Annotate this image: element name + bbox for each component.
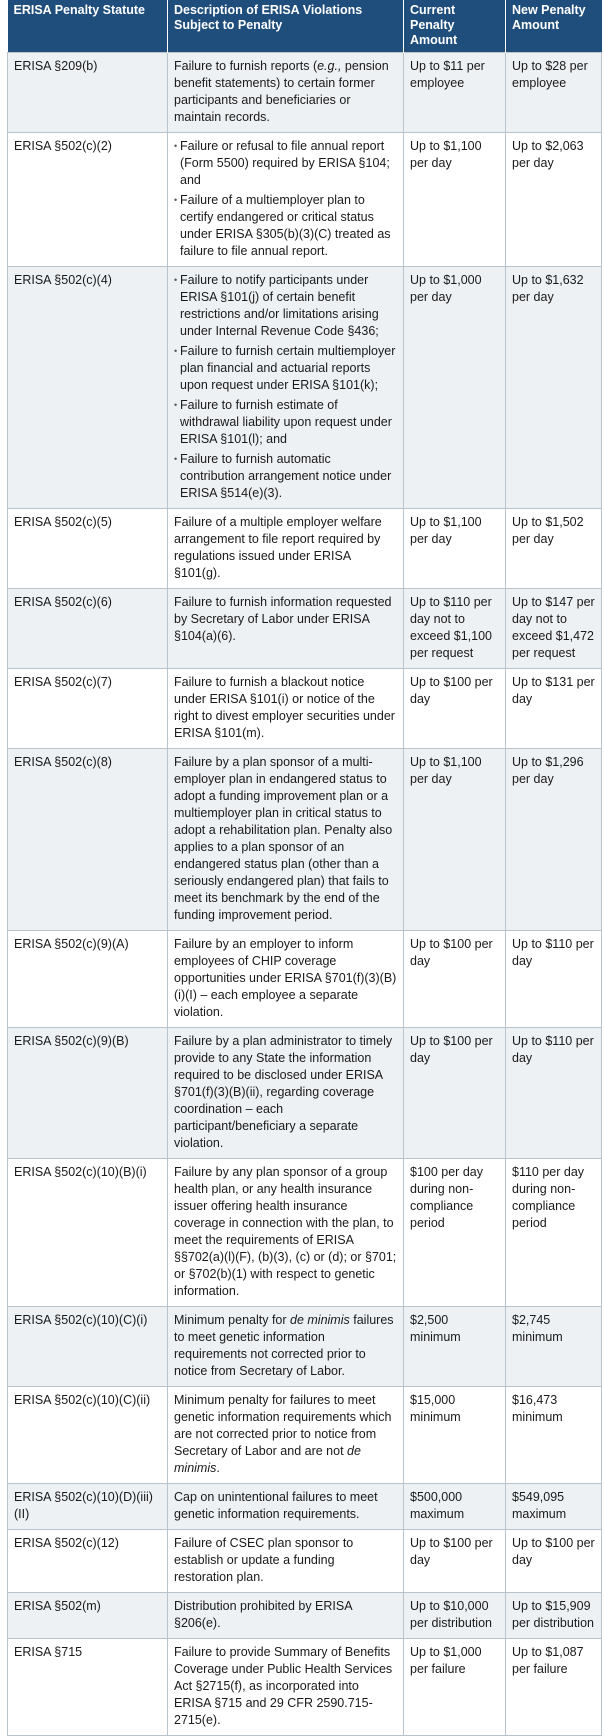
description-text: Failure of a multiemployer plan to certify endangered or critical status under ERISA §305(b)(3)(C) treated as failure to file annual report. [180, 193, 391, 258]
description-list [174, 138, 397, 260]
bullet-icon: • [174, 454, 178, 464]
statute-cell: ERISA §502(c)(2) [8, 133, 168, 267]
new-penalty-cell: $2,745 minimum [506, 1307, 602, 1387]
bullet-icon: • [174, 141, 178, 151]
table-row [8, 1159, 602, 1307]
description-text: Failure of CSEC plan sponsor to establish or update a funding restoration plan. [174, 1536, 354, 1584]
table-row [8, 1593, 602, 1639]
current-penalty-cell: Up to $100 per day [404, 1530, 506, 1593]
table-row [8, 509, 602, 589]
new-penalty-cell: Up to $1,632 per day [506, 267, 602, 509]
table-header [8, 0, 602, 53]
new-penalty-cell: Up to $131 per day [506, 669, 602, 749]
description-cell [168, 1387, 404, 1484]
description-text: Failure to furnish automatic contribution arrangement notice under ERISA §514(e)(3). [180, 452, 392, 500]
current-penalty-cell: Up to $100 per day [404, 669, 506, 749]
statute-cell: ERISA §502(c)(10)(B)(i) [8, 1159, 168, 1307]
penalty-table-frame [7, 0, 601, 1736]
new-penalty-cell: $16,473 minimum [506, 1387, 602, 1484]
description-cell [168, 1028, 404, 1159]
description-list-item [174, 451, 397, 502]
new-penalty-cell: $110 per day during non-compliance period [506, 1159, 602, 1307]
current-penalty-cell: Up to $100 per day [404, 931, 506, 1028]
table-row [8, 669, 602, 749]
current-penalty-cell: Up to $1,100 per day [404, 133, 506, 267]
description-cell [168, 1159, 404, 1307]
description-list-item [174, 343, 397, 394]
description-text: Failure by a plan administrator to timely provide to any State the information required to be disclosed under ERISA §701(f)(3)(B)(ii), regarding coverage coordination – each participant/beneficiary a separate violation. [174, 1034, 393, 1150]
description-text: Failure to furnish information requested by Secretary of Labor under ERISA §104(a)(6). [174, 595, 392, 643]
description-text: Failure to furnish certain multiemployer plan financial and actuarial reports upon request under ERISA §101(k); [180, 344, 396, 392]
description-text: Failure of a multiple employer welfare arrangement to file report required by regulations issued under ERISA §101(g). [174, 515, 382, 580]
description-cell [168, 1530, 404, 1593]
new-penalty-cell: Up to $1,087 per failure [506, 1639, 602, 1736]
description-list-item [174, 272, 397, 340]
table-row [8, 1484, 602, 1530]
description-text: Failure to furnish a blackout notice under ERISA §101(i) or notice of the right to divest employer securities under ERISA §101(m). [174, 675, 395, 740]
table-row [8, 1028, 602, 1159]
bullet-icon: • [174, 275, 178, 285]
new-penalty-cell: Up to $147 per day not to exceed $1,472 per request [506, 589, 602, 669]
description-italic-text: e.g., [317, 59, 342, 73]
new-penalty-cell: Up to $28 per employee [506, 53, 602, 133]
new-penalty-cell: $549,095 maximum [506, 1484, 602, 1530]
statute-cell: ERISA §502(c)(9)(B) [8, 1028, 168, 1159]
table-row [8, 53, 602, 133]
bullet-icon: • [174, 400, 178, 410]
description-italic-text: de minimis [174, 1444, 361, 1475]
description-cell [168, 669, 404, 749]
current-penalty-cell: Up to $1,000 per failure [404, 1639, 506, 1736]
current-penalty-cell: $500,000 maximum [404, 1484, 506, 1530]
statute-cell: ERISA §502(c)(5) [8, 509, 168, 589]
table-row [8, 133, 602, 267]
table-row [8, 267, 602, 509]
new-penalty-cell: Up to $110 per day [506, 931, 602, 1028]
description-cell [168, 749, 404, 931]
header-description: Description of ERISA Violations Subject to Penalty [168, 0, 404, 53]
statute-cell: ERISA §502(c)(10)(D)(iii)(II) [8, 1484, 168, 1530]
description-text: Failure to furnish estimate of withdrawal liability upon request under ERISA §101(l); and [180, 398, 392, 446]
current-penalty-cell: Up to $1,100 per day [404, 749, 506, 931]
description-list-item [174, 397, 397, 448]
description-text: Minimum penalty for [174, 1313, 291, 1327]
statute-cell: ERISA §502(c)(10)(C)(i) [8, 1307, 168, 1387]
table-body [8, 53, 602, 1736]
description-cell [168, 931, 404, 1028]
table-row [8, 589, 602, 669]
statute-cell: ERISA §502(c)(12) [8, 1530, 168, 1593]
description-list-item [174, 192, 397, 260]
new-penalty-cell: Up to $15,909 per distribution [506, 1593, 602, 1639]
table-row [8, 1530, 602, 1593]
current-penalty-cell: $2,500 minimum [404, 1307, 506, 1387]
description-text: Failure to provide Summary of Benefits Coverage under Public Health Services Act §2715(f), as incorporated into ERISA §715 and 29 CFR 2590.715-2715(e). [174, 1645, 393, 1727]
description-text: Cap on unintentional failures to meet genetic information requirements. [174, 1490, 378, 1521]
statute-cell: ERISA §715 [8, 1639, 168, 1736]
header-statute: ERISA Penalty Statute [8, 0, 168, 53]
description-text: pension benefit statements) to certain former participants and beneficiaries or maintain records. [174, 59, 389, 124]
new-penalty-cell: Up to $100 per day [506, 1530, 602, 1593]
statute-cell: ERISA §502(c)(7) [8, 669, 168, 749]
statute-cell: ERISA §502(c)(6) [8, 589, 168, 669]
current-penalty-cell: Up to $110 per day not to exceed $1,100 per request [404, 589, 506, 669]
description-cell [168, 267, 404, 509]
description-text: Failure or refusal to file annual report (Form 5500) required by ERISA §104; and [180, 139, 390, 187]
table-row [8, 749, 602, 931]
description-cell [168, 53, 404, 133]
statute-cell: ERISA §502(c)(8) [8, 749, 168, 931]
statute-cell: ERISA §502(m) [8, 1593, 168, 1639]
description-cell [168, 589, 404, 669]
current-penalty-cell: Up to $1,000 per day [404, 267, 506, 509]
current-penalty-cell: $15,000 minimum [404, 1387, 506, 1484]
description-cell [168, 1593, 404, 1639]
description-text: Distribution prohibited by ERISA §206(e). [174, 1599, 352, 1630]
description-text: . [216, 1461, 220, 1475]
current-penalty-cell: Up to $1,100 per day [404, 509, 506, 589]
description-text: failures to meet genetic information requirements not corrected prior to notice from Secretary of Labor. [174, 1313, 394, 1378]
description-text: Failure by a plan sponsor of a multi-employer plan in endangered status to adopt a funding improvement plan or a multiemployer plan in critical status to adopt a rehabilitation plan. Penalty also applies to a plan sponsor of an endangered status plan (other than a seriously endangered plan) that fails to meet its benchmark by the end of the funding improvement period. [174, 755, 393, 922]
statute-cell: ERISA §502(c)(4) [8, 267, 168, 509]
description-list-item [174, 138, 397, 189]
header-new-penalty: New Penalty Amount [506, 0, 602, 53]
bullet-icon: • [174, 195, 178, 205]
header-current-penalty: Current Penalty Amount [404, 0, 506, 53]
description-cell [168, 1639, 404, 1736]
bullet-icon: • [174, 346, 178, 356]
description-text: Minimum penalty for failures to meet genetic information requirements which are not corrected prior to notice from Secretary of Labor and are not [174, 1393, 392, 1458]
table-row [8, 1639, 602, 1736]
description-cell [168, 1307, 404, 1387]
new-penalty-cell: Up to $1,296 per day [506, 749, 602, 931]
description-text: Failure by any plan sponsor of a group health plan, or any health insurance issuer offering health insurance coverage in connection with the plan, to meet the requirements of ERISA §§702(a)(l)(F), (b)(3), (c) or (d); or §701; or §702(b)(1) with respect to genetic information. [174, 1165, 397, 1298]
description-cell [168, 509, 404, 589]
description-list [174, 272, 397, 502]
table-row [8, 931, 602, 1028]
erisa-penalty-table [7, 0, 602, 1736]
description-cell [168, 1484, 404, 1530]
current-penalty-cell: $100 per day during non-compliance period [404, 1159, 506, 1307]
description-cell [168, 133, 404, 267]
new-penalty-cell: Up to $2,063 per day [506, 133, 602, 267]
statute-cell: ERISA §209(b) [8, 53, 168, 133]
current-penalty-cell: Up to $10,000 per distribution [404, 1593, 506, 1639]
table-row [8, 1387, 602, 1484]
description-text: Failure to notify participants under ERISA §101(j) of certain benefit restrictions and/or limitations arising under Internal Revenue Code §436; [180, 273, 379, 338]
description-text: Failure to furnish reports ( [174, 59, 318, 73]
new-penalty-cell: Up to $1,502 per day [506, 509, 602, 589]
statute-cell: ERISA §502(c)(9)(A) [8, 931, 168, 1028]
description-italic-text: de minimis [290, 1313, 350, 1327]
current-penalty-cell: Up to $100 per day [404, 1028, 506, 1159]
description-text: Failure by an employer to inform employees of CHIP coverage opportunities under ERISA §701(f)(3)(B)(i)(I) – each employee a separate violation. [174, 937, 397, 1019]
current-penalty-cell: Up to $11 per employee [404, 53, 506, 133]
table-row [8, 1307, 602, 1387]
statute-cell: ERISA §502(c)(10)(C)(ii) [8, 1387, 168, 1484]
new-penalty-cell: Up to $110 per day [506, 1028, 602, 1159]
header-row [8, 0, 602, 53]
